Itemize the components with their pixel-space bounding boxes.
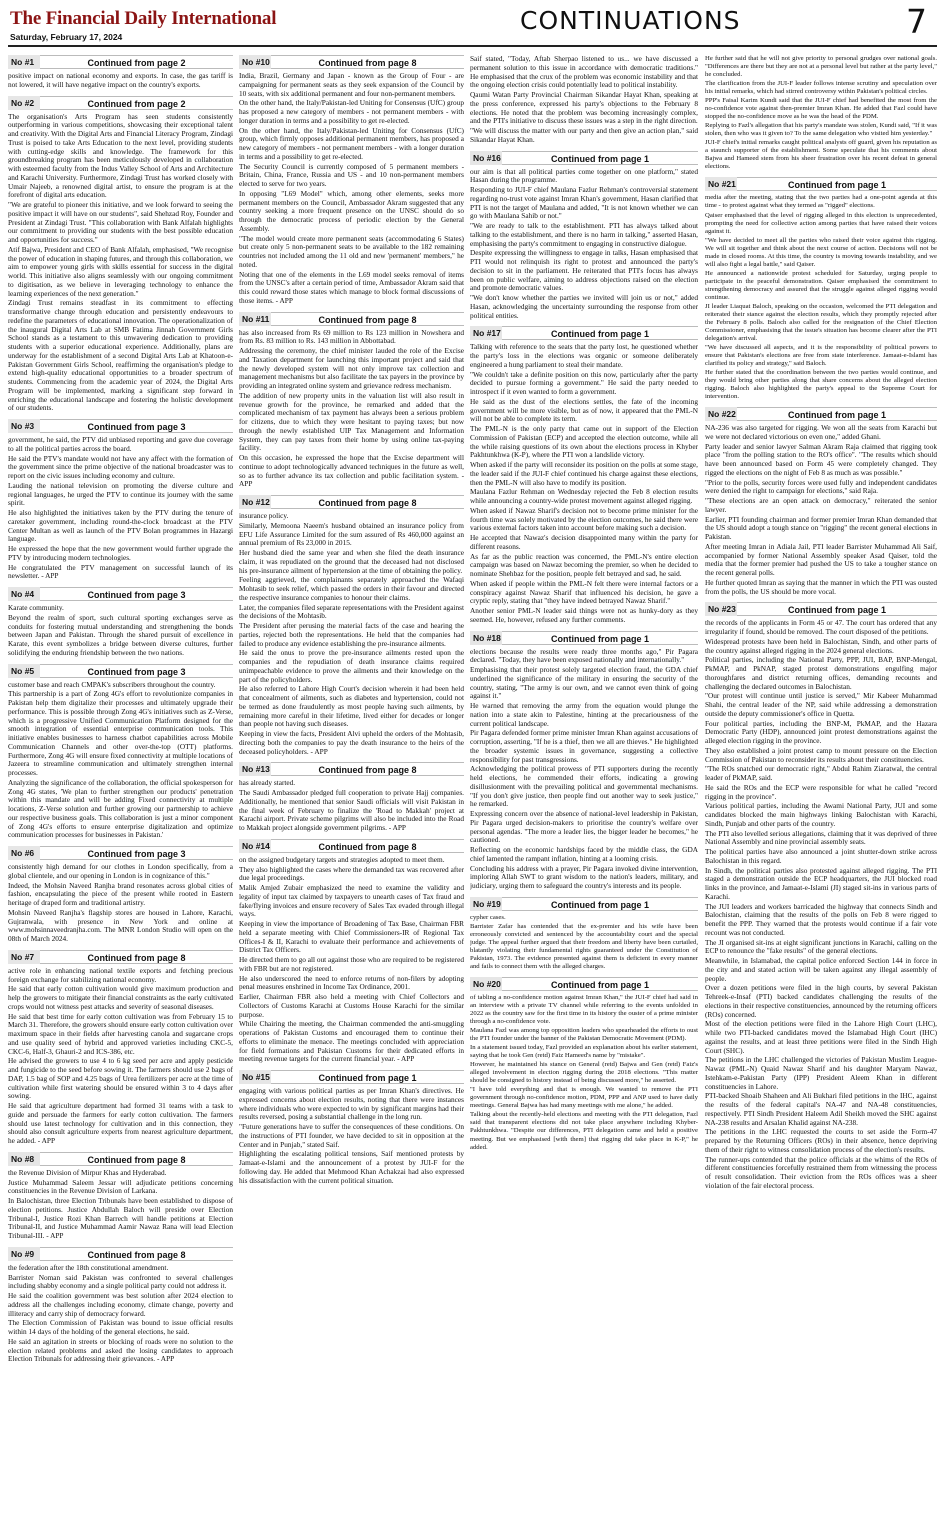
story-header [239, 312, 464, 326]
story-paragraph: He said as the dust of the elections settles, the fate of the incoming government will be more visible, but as of now, it appeared that the PML-N will not be able to complete its term. [470, 396, 698, 424]
story [470, 326, 698, 624]
story-paragraph: They also highlighted the cases where the demanded tax was recovered after due legal proceedings. [239, 864, 464, 883]
continued-label: Continued from page 1 [271, 1070, 464, 1084]
story-paragraph: India, Brazil, Germany and Japan - known as the Group of Four - are campaigning for permanent seats as they seek expansion of the Council by 10 seats, with six additional permanent and four non-permanent members. [239, 71, 464, 98]
story-paragraph: After meeting Imran in Adiala Jail, PTI leader Barrister Muhammad Ali Saif, accompanied by former National Assembly speaker Asad Qaiser, told the media that the former premier had pushed the US to take a tougher stance on the recent general polls. [705, 541, 937, 578]
story-paragraph: PPP's Faisal Karim Kundi said that the JUI-F chief had benefited the most from the no-confidence vote against then-premier Imran Khan. He added that Fazl could have stopped the no-confidence move as he was the head of the PDM. [705, 97, 937, 121]
story-header [470, 631, 698, 645]
story-paragraph: He also underscored the need to enforce returns of non-filers by adopting penal measures enshrined in Income Tax Ordinance, 2001. [239, 973, 464, 992]
section-title: CONTINUATIONS [520, 6, 741, 35]
issue-date: Saturday, February 17, 2024 [10, 32, 123, 42]
story [8, 587, 233, 658]
story-header [239, 762, 464, 776]
story-paragraph: The PML-N is the only party that came out in support of the Election Commission of Pakistan (ECP) and accepted the election outcome, while all the while raising questions of its own about the elections process in Khyber Pakhtunkhwa (K-P), where the PTI won a landslide victory. [470, 424, 698, 460]
story-paragraph: Saif stated, "Today, Aftab Sherpao listened to us... we have discussed a permanent solution to this issue in accordance with democratic traditions." He emphasised that the crux of the problem was economic instability and that the ongoing election crisis could potentially lead to political instability. [470, 55, 698, 90]
story-paragraph: Meanwhile, in Islamabad, the capital police enforced Section 144 in force in the city and and stated action will be taken against any illegal assembly of people. [705, 956, 937, 983]
story-paragraph: Talking with reference to the seats that the party lost, he questioned whether the party's loss in the elections was organic or someone deliberately engineered a hung parliament to steal their mandate. [470, 342, 698, 369]
newspaper-title: The Financial Daily International [10, 8, 277, 29]
story-paragraph: "Prior to the polls, security forces were used fully and independent candidates were denied the right to campaign for elections," said Raja. [705, 477, 937, 496]
story-header [8, 587, 233, 601]
story-number: No #5 [8, 664, 40, 678]
story [8, 55, 233, 90]
story-paragraph: government, he said, the PTV did unbiased reporting and gave due coverage to all the political parties across the board. [8, 435, 233, 453]
story-paragraph: He said an agitation in streets or blocking of roads were no solution to the election related problems and asked the losing candidates to approach Election Tribunals for addressing their grievances. - APP [8, 1336, 233, 1364]
story [705, 55, 937, 171]
story [239, 55, 464, 306]
story [8, 1152, 233, 1241]
story-number: No #17 [470, 326, 502, 340]
story-paragraph: On this occasion, he expressed the hope that the Excise department will continue to adopt technologically advanced techniques in the future as well, so as to further advance its tax collection and public facilitation system. - APP [239, 453, 464, 489]
story-paragraph: He said that best time for early cotton cultivation was from February 15 to March 31. Therefore, the growers should ensure early cotton cultivation over maximum space in their fields after harvesting canola and sugarcane crops and use quality seed of hybrid and approved varieties including CKC-5, CKC-6, Half-3, Ghauri-2 and ICS-386, etc. [8, 1011, 233, 1056]
story-paragraph: Noting that one of the elements in the L69 model seeks removal of items from the UNSC's after a certain period of time, Ambassador Akram said that this could reward those states which manage to block formal discussions of those items. - APP [239, 269, 464, 305]
story-paragraph: "The model would create more permanent seats (accommodating 6 States) but create only 5 non-permanent seats to be available to the 182 remaining countries not included among the 11 old and new 'permanent' members," he noted. [239, 233, 464, 269]
story-paragraph: engaging with various political parties as per Imran Khan's directives. He expressed concerns about election results, noting that there were instances where individuals who were expected to win by significant margins had their results reversed, posing a substantial challenge in the long run. [239, 1086, 464, 1122]
story-paragraph: In Sindh, the political parties also protested against alleged rigging. The PTI staged a demonstration outside the ECP headquarters, the JUI blocked road links in the province, and Jamaat-e-Islami (JI) staged sit-ins in various parts of Karachi. [705, 865, 937, 901]
story-paragraph: Over a dozen petitions were filed in the high courts, by several Pakistan Tehreek-e-Insaf (PTI) backed candidates challenging the results of the elections in their respective constituencies, announced by the returning officers (ROs) concerned. [705, 983, 937, 1019]
story-paragraph: Most of the election petitions were filed in the Lahore High Court (LHC), while two PTI-backed candidates moved the Islamabad High Court (IHC) against the results, and at least three petitions were filed in the Sindh High Court (SHC). [705, 1019, 937, 1055]
story-number: No #14 [239, 839, 271, 853]
story-paragraph: On the other hand, the Italy/Pakistan-led Uniting for Consensus (UfC) group, which firmly opposes additional permanent members, has proposed a new category of members - not permanent members - with a longer duration in terms and a possibility to get re-elected. [239, 125, 464, 161]
story-header [705, 177, 937, 191]
story-paragraph: Replying to Fazl's allegation that his party's mandate was stolen, Kundi said, "If it was stolen, then who was it given to? To the same delegation who visited him yesterday." [705, 122, 937, 138]
story-paragraph: "We have decided to meet all the parties who raised their voice against this rigging. We will sit together and think about the next course of action. Decisions will not be made in closed rooms. At this time, the country is moving towards instability, and we will also fight a legal battle," said Qaiser. [705, 236, 937, 268]
story-number: No #16 [470, 151, 502, 165]
story-paragraph: "We will discuss the matter with our party and then give an action plan," said Sikandar Hayat Khan. [470, 126, 698, 144]
story-header [470, 151, 698, 165]
story [239, 1070, 464, 1185]
story-number: No #7 [8, 950, 40, 964]
story-paragraph: He advised the growers to use 4 to 6 kg seed per acre and apply pesticide and fungicide to the seed before sowing it. The farmers should use 2 bags of DAP, 1.5 bag of SOP and 4.25 bags of Urea fertilizers per acre at the time of cultivation while first watering should be ensured within 3 to 4 days after sowing. [8, 1056, 233, 1101]
story [8, 96, 233, 414]
continued-label: Continued from page 8 [271, 839, 464, 853]
story-paragraph: "We couldn't take a definite position on this now, particularly after the party decided to pursue forming a government." He said the party needed to introspect if it even wanted to form a government. [470, 369, 698, 396]
story-header [8, 664, 233, 678]
story-number: No #22 [705, 407, 737, 421]
story-number: No #15 [239, 1070, 271, 1084]
story-paragraph: on the assigned budgetary targets and strategies adopted to meet them. [239, 854, 445, 864]
story-header [470, 977, 698, 991]
story-paragraph: Emphasising that their protest solely targeted election fraud, the GDA chief underlined the significance of the military in ensuring the security of the country, stating, "The army is our own, and we cannot even think of going against it." [470, 665, 698, 701]
story-paragraph: However, he maintained his stance on General (retd) Bajwa and Gen (retd) Faiz's alleged involvement in election rigging during the 2018 elections. "This matter should be consigned to history instead of being discussed more," he asserted. [470, 1061, 698, 1085]
story [470, 631, 698, 891]
story-paragraph: Pir Pagara defended former prime minister Imran Khan against accusations of corruption, asserting, "If he is a thief, then we all are thieves." He highlighted the broader systemic issues in governance, suggesting a collective responsibility for past transgressions. [470, 728, 698, 764]
masthead-rule [8, 45, 937, 47]
story-number: No #18 [470, 631, 502, 645]
story-header [8, 950, 233, 964]
story-paragraph: Similarly, Memoona Naeem's husband obtained an insurance policy from EFU Life Assurance Limited for the sum assured of Rs 460,000 against an annual premium of Rs 23,000 in 2015. [239, 520, 464, 548]
story-paragraph: Party leader and senior lawyer Salman Akram Raja claimed that rigging took place "from the polling station to the RO's office". "The results which should have been announced based on Form 45 were completely changed. They rigged the elections on the night of Feb 8 as much as was possible." [705, 441, 937, 477]
story-paragraph: He also highlighted the initiatives taken by the PTV during the tenure of caretaker government, including round-the-clock broadcast at the PTV Center Multan as well as launch of the PTV Bolan programmes in Hazargi language. [8, 508, 233, 544]
story-header [8, 846, 233, 860]
story-paragraph: The JUI leaders and workers barricaded the highway that connects Sindh and Balochistan, claiming that the results of the polls on Feb 8 were rigged to benefit the PPP. They warned that the protests would continue if a fair vote recount was not conducted. [705, 901, 937, 937]
story-paragraph: Lauding the national television on promoting the diverse culture and regional languages, he urged the PTV to continue its journey with the same spirit. [8, 480, 233, 508]
story-number: No #13 [239, 762, 271, 776]
story-paragraph: As far as the public reaction was concerned, the PML-N's entire election campaign was based on Nawaz becoming the premier, so when he decided to nominate Shehbaz for the position, people felt betrayed and sad, he said. [470, 551, 698, 578]
story-paragraph: He said the PTV's mandate would not have any affect with the formation of the government since the prime objective of the national broadcaster was to report on the civic issues including economy and culture. [8, 453, 233, 480]
story-paragraph: positive impact on national economy and exports. In case, the gas tariff is not lowered, it will have negative impact on the country's exports. [8, 71, 233, 89]
story-header [705, 602, 937, 616]
story [239, 839, 464, 1064]
story-paragraph: Barrister Zafar has contended that the ex-premier and his wife have been erroneously convicted and sentenced by the accountability court and the special judge. The appeal further argued that their freedom and liberty have been curtailed, blatantly violating their fundamental rights guaranteed under the Constitution of Pakistan, 1973. The evidence presented against them is deficient in every manner and fails to connect them with the alleged charges. [470, 922, 698, 970]
masthead-left [10, 8, 276, 42]
story-header [239, 1070, 464, 1084]
story-paragraph: In Balochistan, three Election Tribunals have been established to dispose of election petitions. Justice Abdullah Baloch will preside over Election Tribunal-I, Justice Rozi Khan Barrech will handle petitions at Election Tribunal-II, and Justice Muhammad Aamir Nawaz Rana will lead Election Tribunal-III. - APP [8, 1196, 233, 1240]
story-paragraph: He announced a nationwide protest scheduled for Saturday, urging people to participate in the peaceful demonstration. Qaiser emphasised the commitment to strengthening democracy and assured that the struggle against alleged rigging would continue. [705, 269, 937, 301]
story-header [470, 326, 698, 340]
story-paragraph: He said the coalition government was best solution after 2024 election to address all the challenges including economy, climate change, poverty and illiteracy and carry ship of democracy forward. [8, 1291, 233, 1318]
story [705, 602, 937, 1190]
story-paragraph: Keeping in view the importance of Broadening of Tax Base, Chairman FBR held a separate meeting with Chief Commissioners-IR of Regional Tax Offices-I & II, Karachi to evaluate their performance and achievements of District Tax Officers. [239, 919, 464, 955]
story-paragraph: In opposing "L69 Model" which, among other elements, seeks more permanent members on the Council, Ambassador Akram suggested that any country seeking a more frequent presence on the UNSC should do so through the democratic process of periodic election by the General Assembly. [239, 188, 464, 233]
story-paragraph: The Security Council is currently composed of 5 permanent members - Britain, China, France, Russia and US - and 10 non-permanent members elected to serve for two years. [239, 161, 464, 188]
story-paragraph: Expressing concern over the absence of national-level leadership in Pakistan, Pir Pagara urged decision-makers to prioritise the country's welfare over personal agendas. "The more a leader lies, the bigger leader he becomes," he cautioned. [470, 809, 698, 845]
story-paragraph: Keeping in view the facts, President Alvi upheld the orders of the Mohtasib, directing both the companies to pay the death insurance to the heirs of the deceased policyholders. - APP [239, 729, 464, 756]
story-paragraph: customer base and reach CMPAK's subscribers throughout the country. [8, 679, 216, 689]
story-paragraph: The runner-ups contended that the police officials at the whims of the ROs of different constituencies forcefully restrained them from witnessing the process of result consolidation. Their eviction from the ROs offices was a sheer violation of the fair electoral process. [705, 1154, 937, 1190]
story-paragraph: The Election Commission of Pakistan was bound to issue official results within 14 days of the holding of the general elections, he said. [8, 1318, 233, 1336]
story-paragraph: Reflecting on the economic hardships faced by the middle class, the GDA chief lamented the rampant inflation, hinting at a looming crisis. [470, 845, 698, 863]
story-paragraph: Karate community. [8, 603, 64, 612]
story-paragraph: Her husband died the same year and when she filed the death insurance claim, it was repudiated on the ground that the deceased had not disclosed his pre-insurance ailment of hypertension at the time of obtaining the policy. [239, 548, 464, 575]
story-header [8, 419, 233, 433]
story-paragraph: Zindagi Trust remains steadfast in its commitment to effecting transformative change through education and persistently endeavours to redefine the parameters of educational innovation. The operationalization of the inaugural Digital Arts Lab at SMB Fatima Jinnah Government Girls School stands as a testament to this unwavering dedication to providing students with a superior educational experience. Additionally, plans are underway for the establishment of a second Digital Arts Lab at Khatoon-e-Pakistan Government Girls School, reaffirming the organisation's pledge to extend high-quality educational opportunities to a broader spectrum of students. Commencing from the academic year of 2024, the Digital Arts Program will be implemented, marking a significant step forward in enriching the educational landscape and fostering the holistic development of our students. [8, 298, 233, 413]
story-paragraph: While Chairing the meeting, the Chairman commended the anti-smuggling operations of Pakistan Customs and encouraged them to continue their efforts to eliminate the menace. The meetings concluded with appreciation for field formations and Pakistan Customs for their dedicated efforts in meeting revenue targets for the current financial year. - APP [239, 1019, 464, 1064]
story-paragraph: the federation after the 18th constitutional amendment. [8, 1262, 169, 1272]
story-header [705, 407, 937, 421]
story-paragraph: They also established a joint protest camp to mount pressure on the Election Commission of Pakistan to reconsider its results about their constituencies. [705, 745, 937, 764]
story-number: No #1 [8, 55, 40, 69]
story-paragraph: Beyond the realm of sport, such cultural sporting exchanges serve as conduits for fostering mutual understanding and strengthening the bonds between Japan and Pakistan. Through the shared pursuit of excellence in Karate, this event symbolizes a bridge between diverse cultures, further solidifying the enduring friendship between the two nations. [8, 612, 233, 657]
continued-label: Continued from page 3 [40, 846, 233, 860]
continued-label: Continued from page 3 [40, 587, 233, 601]
story-paragraph: He congratulated the PTV management on successful launch of its newsletter. - APP [8, 562, 233, 581]
story-paragraph: elections because the results were ready three months ago," Pir Pagara declared. "Today, they have been exposed nationally and internationally." [470, 646, 698, 665]
story-paragraph: Later, the companies filed separate representations with the President against the decisions of the Mohtasib. [239, 602, 464, 621]
story-paragraph: When asked if Nawaz Sharif's decision not to become prime minister for the fourth time was solely motivated by the election outcomes, he said there were various external factors taken into account before making such a decision. [470, 505, 698, 533]
story [470, 55, 698, 145]
story-header [239, 839, 464, 853]
story-paragraph: of tabling a no-confidence motion against Imran Khan," the JUI-F chief had said in an interview with a private TV channel while referring to the events unfolded in 2022 as the country saw for the first time in its history the ouster of a prime minister through a no-confidence vote. [470, 993, 698, 1026]
story-paragraph: active role in enhancing national textile exports and fetching precious foreign exchange for stabilizing national economy. [8, 965, 233, 984]
story-paragraph: The petitions in the LHC challenged the victories of Pakistan Muslim League-Nawaz (PML-N) Quaid Nawaz Sharif and his daughter Maryam Nawaz, Istehkam-e-Pakistan Party (IPP) President Aleem Khan in different constituencies in Lahore. [705, 1055, 937, 1091]
story-paragraph: The Saudi Ambassador pledged full cooperation to private Hajj companies. Additionally, he mentioned that senior Saudi officials will visit Pakistan in the final week of February to finalize the 'Road to Makkah' project at Karachi airport. Private scheme pilgrims will also be included into the Road to Makkah project alongside government pilgrims. - APP [239, 788, 464, 832]
column-4 [705, 55, 937, 1523]
story-paragraph: Earlier, Chairman FBR also held a meeting with Chief Collectors and Collectors of Customs Karachi at Customs House Karachi for the similar purpose. [239, 992, 464, 1019]
story-paragraph: Four political parties, including the BNP-M, PkMAP, and the Hazara Democratic Party (HDP), announced joint protest demonstrations against the alleged election rigging in the province. [705, 718, 937, 746]
story-paragraph: The addition of new property units in the valuation list will also result in revenue growth for the province, he remarked and added that the complicated mechanism of tax payment has always been a serious problem for citizens, due to which they were hesitant to paying taxes; but now through the newly established UIP Tax Management and Information System, they can pay taxes from their home by using online tax-paying facility. [239, 390, 464, 453]
continued-label: Continued from page 8 [271, 55, 464, 69]
story-paragraph: Highlighting the escalating political tensions, Saif mentioned protests by Jamaat-e-Islami and the announcement of a protest by JUI-F for the following day. He added that Mehmood Khan Achakzai had also expressed his dissatisfaction with the current political situation. [239, 1149, 464, 1185]
story-paragraph: Widespread protests have been held in Balochistan, Sindh, and other parts of the country against alleged rigging in the 2024 general elections. [705, 636, 937, 655]
story-paragraph: cypher cases. [470, 913, 506, 921]
continued-label: Continued from page 8 [271, 762, 464, 776]
continued-label: Continued from page 1 [502, 977, 698, 991]
story-paragraph: Justice Muhammad Saleem Jessar will adjudicate petitions concerning constituencies in the Revenue Division of Larkana. [8, 1177, 233, 1196]
story-paragraph: Malik Amjed Zubair emphasized the need to examine the validity and legality of input tax claimed by taxpayers to unearth cases of Tax fraud and fake/flying invoices and ensure recovery of Sales Tax evaded through illegal ways. [239, 883, 464, 919]
continued-label: Continued from page 3 [40, 664, 233, 678]
story-header [470, 897, 698, 911]
story-paragraph: "Our protest will continue until justice is served," Mir Kabeer Muhammad Shahi, the central leader of the NP, said while addressing a demonstration outside the deputy commissioner's office in Quetta. [705, 691, 937, 718]
story-header [8, 1247, 233, 1261]
continued-label: Continued from page 8 [40, 950, 233, 964]
story-paragraph: He further quoted Imran as saying that the manner in which the PTI was ousted from the polls, the US should be more vocal. [705, 577, 937, 596]
continued-label: Continued from page 8 [40, 1247, 233, 1261]
story-number: No #12 [239, 495, 271, 509]
story [239, 495, 464, 756]
story [239, 312, 464, 490]
story-paragraph: PTI-backed Shoaib Shaheen and Ali Bukhari filed petitions in the IHC, against the results of the federal capital's NA-47 and NA-48 constituencies, respectively. PTI Sindh President Haleem Adil Sheikh moved the SHC against NA-238 results and Arsalan Khalid against NA-238. [705, 1091, 937, 1127]
story-paragraph: The JI organised sit-ins at eight significant junctions in Karachi, calling on the ECP to renounce the "fake results" of the general elections. [705, 937, 937, 956]
continued-label: Continued from page 1 [737, 407, 937, 421]
column-3 [470, 55, 698, 1523]
story-paragraph: has already started. [239, 778, 296, 788]
story-paragraph: Atif Bajwa, President and CEO of Bank Alfalah, emphasised, "We recognise the power of education in shaping futures, and through this collaboration, we aim to empower young girls with skills essential for success in the digital world. This initiative also aligns seamlessly with our ongoing commitment to digitisation, as we believe in leveraging technology to enhance the learning experiences of the next generation." [8, 244, 233, 298]
story-paragraph: "We are ready to talk to the establishment. PTI has always talked about talking to the establishment, and there is no harm in talking," asserted Hasan, emphasising the party's commitment to engaging in constructive dialogue. [470, 221, 698, 248]
continued-label: Continued from page 8 [40, 1152, 233, 1166]
story-header [8, 96, 233, 110]
story-paragraph: Political parties, including the National Party, PPP, JUI, BAP, BNP-Mengal, PkMAP, and PkNAP, staged protest demonstrations engulfing major thoroughfares and district returning offices, demanding recounts and challenging the declared outcomes in Balochistan. [705, 655, 937, 691]
story-number: No #23 [705, 602, 737, 616]
story-header [239, 55, 464, 69]
story-paragraph: He said the onus to prove the pre-insurance ailments rested upon the companies and the repudiation of death insurance claims required unimpeachable evidence to prove the ailments and their knowledge on the part of the policyholders. [239, 648, 464, 684]
story-paragraph: Maulana Fazlur Rehman on Wednesday rejected the Feb 8 election results while announcing a country-wide protest movement against alleged rigging. [470, 487, 698, 505]
story-number: No #21 [705, 177, 737, 191]
story-paragraph: Indeed, the Mohsin Naveed Ranjha brand resonates across global cities of fashion, encapsulating the piece of the present while rooted in Eastern heritage of draped form and traditional artistry. [8, 880, 233, 907]
story-number: No #20 [470, 977, 502, 991]
story-paragraph: Qaumi Watan Party Provincial Chairman Sikandar Hayat Khan, speaking at the press conference, expressed his party's objections to the February 8 elections. He noted that the problem was becoming increasingly complex, and the PTI's initiative to discuss these issues was a step in the right direction. [470, 90, 698, 126]
story-paragraph: Feeling aggrieved, the complainants separately approached the Wafaqi Mohtasib to seek relief, which passed the orders in their favour and directed the respective insurance companies to honour their claims. [239, 575, 464, 602]
story [239, 762, 464, 833]
story [470, 151, 698, 321]
story-paragraph: our aim is that all political parties come together on one platform," stated Hasan during the programme. [470, 166, 698, 185]
story-number: No #4 [8, 587, 40, 601]
story-paragraph: The clarification from the JUI-F leader follows intense scrutiny and speculation over his initial remarks, which had stirred controversy within Pakistan's political circles. [705, 80, 937, 96]
story-paragraph: Earlier, PTI founding chairman and former premier Imran Khan demanded that the US should adopt a tough stance on "rigging" the recent general elections in Pakistan. [705, 514, 937, 542]
continued-label: Continued from page 1 [502, 631, 698, 645]
story-paragraph: The organisation's Arts Program has seen students consistently outperforming in various competitions, showcasing their exceptional talent and creativity. With the Digital Arts and Financial Literacy Program, Zindagi Trust is poised to take Arts Education to the next level, providing students with cutting-edge skills and knowledge. The framework for this groundbreaking program has been meticulously developed in collaboration with esteemed faculty from the Indus Valley School of Arts and Architecture and Karachi University. Furthermore, Zindagi Trust has worked closely with Umair Najeeb, a renowned digital artist, to ensure the program is at the forefront of digital arts education. [8, 111, 233, 200]
continued-label: Continued from page 8 [271, 312, 464, 326]
story-paragraph: The petitions in the LHC requested the courts to set aside the Form-47 prepared by the Returning Officers (ROs) in their absence, hence depriving them of their right to witness consolidation process of the election's results. [705, 1127, 937, 1154]
story-number: No #11 [239, 312, 271, 326]
story-paragraph: On the other hand, the Italy/Pakistan-led Uniting for Consensus (UfC) group has proposed a new category of members - not permanent members - with longer duration in terms and a possibility to get re-elected. [239, 98, 464, 125]
continued-label: Continued from page 2 [40, 55, 233, 69]
story-number: No #6 [8, 846, 40, 860]
story-paragraph: When asked if people within the PML-N felt there were internal factors or a conspiracy against Nawaz Sharif that influenced his decision, he gave a cryptic reply, stating that "they have indeed betrayed Nawaz Sharif." [470, 578, 698, 606]
story-paragraph: He expressed the hope that the new government would further upgrade the PTV by introducing modern technologies. [8, 544, 233, 562]
story-paragraph: Concluding his address with a prayer, Pir Pagara invoked divine intervention, imploring Allah SWT to grant wisdom to the nation's leaders, military, and judiciary, urging them to safeguard the country's interests and its people. [470, 863, 698, 890]
story-paragraph: has also increased from Rs 69 million to Rs 123 million in Nowshera and from Rs. 83 million to Rs. 143 million in Abbottabad. [239, 327, 464, 346]
story-paragraph: He warned that removing the army from the equation would plunge the nation into a state akin to Palestine, hinting at the precariousness of the current political landscape. [470, 701, 698, 728]
story-paragraph: In a statement issued today, Fazl provided an explanation about his earlier statement, saying that he took Gen (retd) Faiz Hameed's name by "mistake". [470, 1044, 698, 1060]
story-paragraph: This partnership is a part of Zong 4G's effort to revolutionize companies in Pakistan help them digitalize their processes and ultimately upgrade their performance. This is possible through Zong 4G's initiatives such as Z-Verse, which is a progressive Unified Communication Platform designed for the smooth integration of essential enterprise communication tools. This initiative enables businesses to harness chatbot capabilities across Mobile Communication Channels and other over-the-top (OTT) platforms. Furthermore, Zong 4G will ensure fixed connectivity at multiple locations of Jazeera to streamline communication and ultimately strengthen internal processes. [8, 689, 233, 777]
continued-label: Continued from page 1 [737, 602, 937, 616]
story-number: No #19 [470, 897, 502, 911]
story-paragraph: NA-236 was also targeted for rigging. We won all the seats from Karachi but we were not declared victorious on even one," added Ghani. [705, 423, 937, 441]
page-number: 7 [906, 2, 927, 41]
continued-label: Continued from page 1 [502, 326, 698, 340]
continued-label: Continued from page 1 [502, 151, 698, 165]
story [705, 407, 937, 596]
story-paragraph: Mohsin Naveed Ranjha's flagship stores are housed in Lahore, Karachi, Gujranwala, with presence in New York and online at www.mohsinnaveedranjha.com. The MNR London Studio will open on the 08th of March 2024. [8, 907, 233, 943]
story-paragraph: He said that early cotton cultivation would give maximum production and help the growers to mitigate their financial constraints as the early cultivated crops would not witness pest attacks and severity of seasonal diseases. [8, 984, 233, 1011]
story [8, 950, 233, 1146]
story-paragraph: the Revenue Division of Mirpur Khas and Hyderabad. [8, 1167, 167, 1177]
story [8, 846, 233, 944]
column-1 [8, 55, 233, 1523]
story-number: No #3 [8, 419, 40, 433]
story-number: No #2 [8, 96, 40, 110]
story-header [8, 1152, 233, 1166]
story-paragraph: The political parties have also announced a joint shutter-down strike across Balochistan in this regard. [705, 847, 937, 865]
story-paragraph: consistently high demand for our clothes in London specifically, from a global clientele, and our opening in London is in cognizance of this." [8, 862, 233, 880]
story [705, 177, 937, 401]
story-paragraph: "Future generations have to suffer the consequences of these conditions. On the instructions of PTI founder, we have decided to sit in opposition at the Center and in Punjab," stated Saif. [239, 1122, 464, 1149]
story-paragraph: "I have told everything and that is enough. We wanted to remove the PTI government through no-confidence motion, PDM, PPP and ANP used to have daily meetings. General Bajwa has had many meetings with me alone," he added. [470, 1086, 698, 1110]
story-paragraph: JI leader Liaquat Baloch, speaking on the occasion, welcomed the PTI delegation and reiterated their stance against the election results, which they promptly rejected after the February 8 polls. Baloch also called for the resignation of the Chief Election Commissioner, emphasising that the issue's situation has become clearer after the PTI delegation's arrival. [705, 302, 937, 342]
story-paragraph: Another senior PML-N leader said things were not as hunky-dory as they seemed. He, however, refused any further comments. [470, 606, 698, 624]
story-paragraph: Analyzing the significance of the collaboration, the official spokesperson for Zong 4G states, 'We plan to further strengthen our products' penetration within this mandate and will be adding Fixed connectivity at multiple locations, Z-Verse solution and further growing our partnership to achieve our respective business goals. This collaboration is just a minor component of Zong 4G's efforts to ensure enterprise digitalization and optimize communication processes for businesses in Pakistan.' [8, 777, 233, 840]
continued-label: Continued from page 2 [40, 96, 233, 110]
story-paragraph: When asked if the party will reconsider its position on the polls at some stage, the leader said if the JUI-F chief continued his charge against these elections, then the PML-N will also have to modify its position. [470, 460, 698, 487]
story-paragraph: "These elections are an open attack on democracy," reiterated the senior lawyer. [705, 496, 937, 514]
story-number: No #8 [8, 1152, 40, 1166]
story [8, 419, 233, 581]
story-paragraph: Acknowledging the political prowess of PTI supporters during the recently held elections, he commended their efforts, indicating a growing disillusionment with the prevailing political and governmental mechanisms. "If you don't give justice, then people find out another way to seek justice," he remarked. [470, 764, 698, 809]
story-paragraph: "We don't know whether the parties we invited will join us or not," added Hasan, acknowledging the uncertainty surrounding the response from other political entities. [470, 293, 698, 320]
story-paragraph: insurance policy. [239, 511, 289, 520]
story-paragraph: He directed them to go all out against those who are required to be registered with FBR but are not registered. [239, 955, 464, 973]
story-paragraph: media after the meeting, stating that the two parties had a one-point agenda at this time - to protest against what they termed as "rigged" elections. [705, 194, 937, 210]
story-paragraph: Various political parties, including the Awami National Party, JUI and some candidates blocked the main highways linking Balochistan with Karachi, Sindh, Punjab and other parts of the country. [705, 801, 937, 828]
story-header [8, 55, 233, 69]
story-paragraph: He said that agriculture department had formed 31 teams with a task to guide and persuade the farmers for early cotton cultivation. The farmers should use latest technology for cultivation and in this connection, they should also consult agriculture experts from nearest agriculture department, he added. - APP [8, 1101, 233, 1145]
story-number: No #9 [8, 1247, 40, 1261]
story-paragraph: He accepted that Nawaz's decision disappointed many within the party for different reasons. [470, 533, 698, 551]
story-paragraph: Responding to JUI-F chief Maulana Fazlur Rehman's controversial statement regarding no-trust vote against Imran Khan's government, Hasan clarified that PTI is not the target of Maulana and added, "It is not known whether we can go with Maulana Sahib or not." [470, 185, 698, 221]
continued-label: Continued from page 1 [502, 897, 698, 911]
story-number: No #10 [239, 55, 271, 69]
story-paragraph: He said the ROs and the ECP were responsible for what he called "record rigging in the province". [705, 782, 937, 801]
masthead [0, 0, 945, 46]
continued-label: Continued from page 1 [737, 177, 937, 191]
story-paragraph: He also referred to Lahore High Court's decision wherein it had been held that concealment of ailments, such as diabetes and hypertension, could not be termed as done fraudulently as most people having such ailments, by remaining more careful in their lifetime, lived either for decades or longer than people not having such diseases. [239, 684, 464, 729]
continued-label: Continued from page 3 [40, 419, 233, 433]
story-paragraph: Talking about the recently-held elections and meeting with the PTI delegation, Fazl said that transparent elections did not take place anywhere including Khyber-Pakhtunkhwa. "Despite our differences, PTI delegation came and held a positive meeting. But we emphasised [with them] that rigging did take place in K-P," he added. [470, 1111, 698, 1151]
story [470, 977, 698, 1152]
story-paragraph: the records of the applicants in Form 45 or 47. The court has ordered that any irregularity if found, should be removed. The court disposed of the petitions. [705, 618, 937, 637]
story-paragraph: Qaiser emphasised that the level of rigging alleged in this election is unprecedented, prompting the need for collective action among parties that have raised their voices against it. [705, 211, 937, 235]
story [8, 1247, 233, 1364]
story-header [239, 495, 464, 509]
story-paragraph: The President after perusing the material facts of the case and hearing the parties, rejected both the representations. He held that the companies had failed to produce any evidence establishing the pre-insurance ailments. [239, 621, 464, 648]
story-paragraph: He further said that he will not give priority to personal grudges over national goals. "Differences are there but they are not at a personal level but rather at the party level," he concluded. [705, 55, 937, 79]
story-paragraph: "We have discussed all aspects, and it is the responsibility of political powers to ensure that Pakistan's elections are free from state interference. Jamaat-e-Islami has clarified its policy and strategy," said Baloch. [705, 344, 937, 368]
story-paragraph: He further stated that the coordination between the two parties would continue, and they would bring other parties along that share concerns about the alleged election rigging. Baloch also highlighted the party's appeal to the Supreme Court for intervention. [705, 369, 937, 401]
story [470, 897, 698, 971]
continued-label: Continued from page 8 [271, 495, 464, 509]
story-paragraph: Maulana Fazl was among top opposition leaders who spearheaded the efforts to oust the PTI founder under the banner of the Pakistan Democratic Movement (PDM). [470, 1027, 698, 1043]
story-paragraph: "We are grateful to pioneer this initiative, and we look forward to seeing the positive impact it will have on our students", said Shehzad Roy, Founder and President at Zindagi Trust. "This collaboration with Bank Alfalah highlights our commitment to providing our students with the best possible education and opportunities for success." [8, 200, 233, 244]
story-paragraph: Addressing the ceremony, the chief minister lauded the role of the Excise and Taxation department for launching this important project and said that the newly developed system will not only improve tax collection and management mechanisms but also facilitate the tax payers in the province by providing an integrated online system and grievance redress mechanism. [239, 346, 464, 390]
story [8, 664, 233, 841]
story-paragraph: "The ROs snatched our democratic right," Abdul Rahim Ziaratwal, the central leader of PkMAP, said. [705, 764, 937, 783]
story-paragraph: The PTI also levelled serious allegations, claiming that it was deprived of three National Assembly and nine provincial assembly seats. [705, 828, 937, 847]
story-paragraph: JUI-F chief's initial remarks caught political analysts off guard, given his reputation as a staunch supporter of the establishment. Some speculate that his comments about Bajwa and Hameed stem from his sheer frustration over his recent defeat in general elections. [705, 139, 937, 171]
story-paragraph: Barrister Noman said Pakistan was confronted to several challenges including shabby economy and a single political party could not address it. [8, 1272, 233, 1291]
column-2 [239, 55, 464, 1523]
story-paragraph: Despite expressing the willingness to engage in talks, Hasan emphasised that PTI would not relinquish its right to protest and announced the party's decision to sit in the parliament. He reiterated that PTI's focus has always been on public welfare, aiming to address objections raised on the election and promote democratic values. [470, 248, 698, 293]
